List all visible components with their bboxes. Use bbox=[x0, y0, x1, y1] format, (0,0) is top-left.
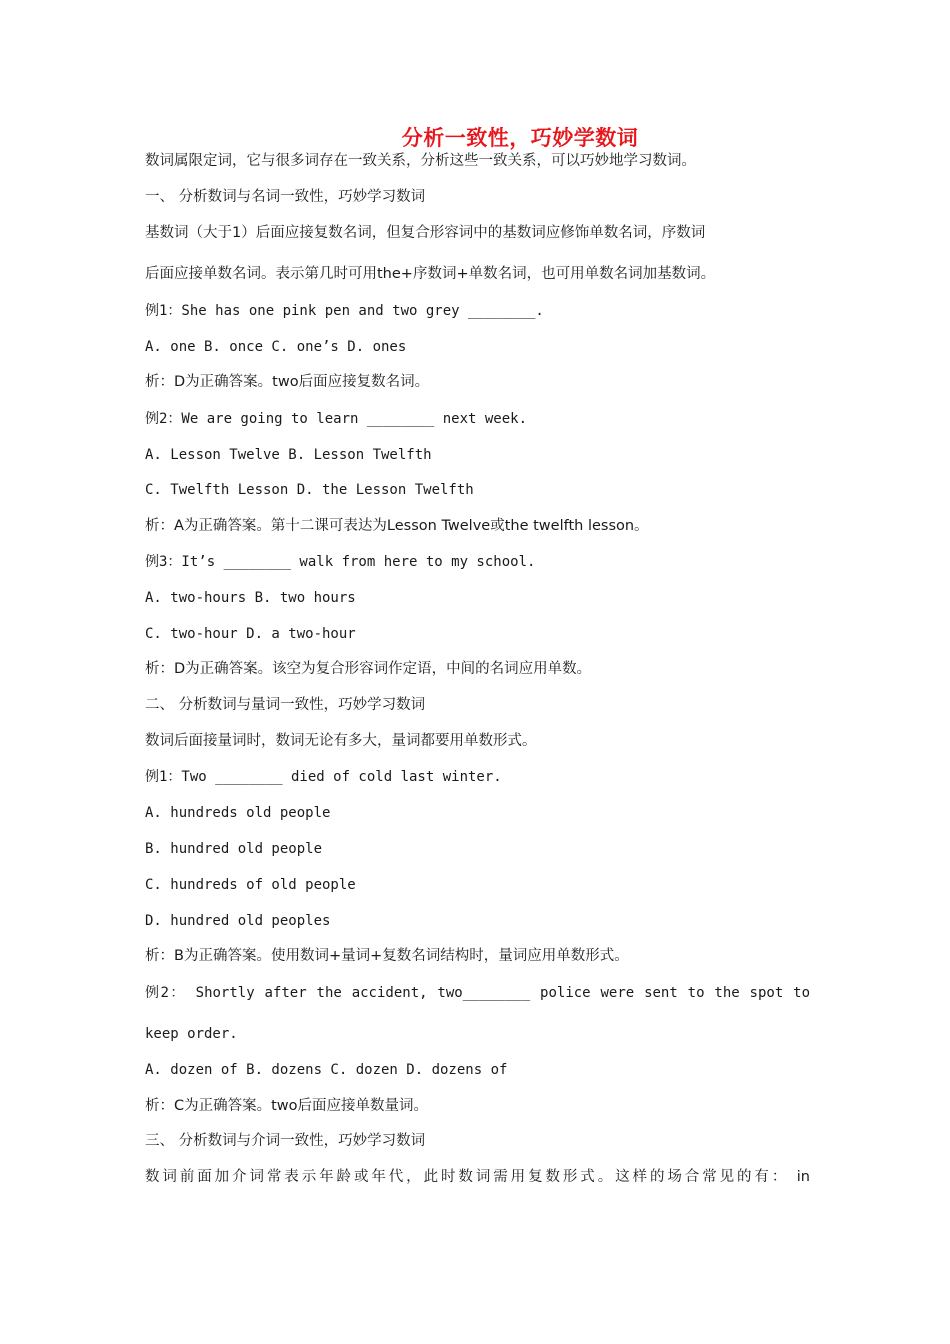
section-2-example-1-option-a: A. hundreds old people bbox=[145, 805, 331, 821]
section-1-heading: 一、 分析数词与名词一致性，巧妙学习数词 bbox=[145, 189, 426, 205]
section-3-text: 数词前面加介词常表示年龄或年代，此时数词需用复数形式。这样的场合常见的有： in bbox=[145, 1169, 810, 1185]
section-2-heading: 二、 分析数词与量词一致性，巧妙学习数词 bbox=[145, 697, 426, 713]
section-2-text: 数词后面接量词时，数词无论有多大，量词都要用单数形式。 bbox=[145, 733, 537, 749]
example-2-question: 例2：We are going to learn ________ next week. bbox=[145, 411, 528, 427]
section-2-example-2-question-line-1: 例2： Shortly after the accident, two________ police were sent to the spot to bbox=[145, 985, 810, 1001]
example-2-analysis: 析：A为正确答案。第十二课可表达为Lesson Twelve或the twelfth lesson。 bbox=[145, 518, 649, 534]
section-2-example-1-question: 例1：Two ________ died of cold last winter. bbox=[145, 769, 502, 785]
example-2-options-cd: C. Twelfth Lesson D. the Lesson Twelfth bbox=[145, 482, 474, 498]
section-2-example-2-analysis: 析：C为正确答案。two后面应接单数量词。 bbox=[145, 1098, 429, 1114]
example-3-options-ab: A. two-hours B. two hours bbox=[145, 590, 356, 606]
section-2-example-1-option-d: D. hundred old peoples bbox=[145, 913, 331, 929]
intro-paragraph: 数词属限定词，它与很多词存在一致关系，分析这些一致关系，可以巧妙地学习数词。 bbox=[145, 153, 696, 169]
example-3-question: 例3：It’s ________ walk from here to my school. bbox=[145, 554, 536, 570]
section-2-example-2-question-line-2: keep order. bbox=[145, 1026, 238, 1042]
section-1-text-line-2: 后面应接单数名词。表示第几时可用the+序数词+单数名词，也可用单数名词加基数词。 bbox=[145, 266, 716, 282]
section-2-example-2-options: A. dozen of B. dozens C. dozen D. dozens of bbox=[145, 1062, 508, 1078]
section-1-text-line-1: 基数词（大于1）后面应接复数名词，但复合形容词中的基数词应修饰单数名词，序数词 bbox=[145, 225, 706, 241]
example-1-options: A. one B. once C. one’s D. ones bbox=[145, 339, 407, 355]
section-2-example-1-option-b: B. hundred old people bbox=[145, 841, 323, 857]
example-3-analysis: 析：D为正确答案。该空为复合形容词作定语，中间的名词应用单数。 bbox=[145, 661, 592, 677]
page-title: 分析一致性，巧妙学数词 bbox=[401, 126, 639, 150]
example-1-analysis: 析：D为正确答案。two后面应接复数名词。 bbox=[145, 374, 430, 390]
section-2-example-1-analysis: 析：B为正确答案。使用数词+量词+复数名词结构时，量词应用单数形式。 bbox=[145, 948, 629, 964]
example-3-options-cd: C. two-hour D. a two-hour bbox=[145, 626, 356, 642]
example-2-options-ab: A. Lesson Twelve B. Lesson Twelfth bbox=[145, 447, 432, 463]
example-1-question: 例1：She has one pink pen and two grey ________. bbox=[145, 303, 544, 319]
section-2-example-1-option-c: C. hundreds of old people bbox=[145, 877, 356, 893]
section-3-heading: 三、 分析数词与介词一致性，巧妙学习数词 bbox=[145, 1133, 426, 1149]
